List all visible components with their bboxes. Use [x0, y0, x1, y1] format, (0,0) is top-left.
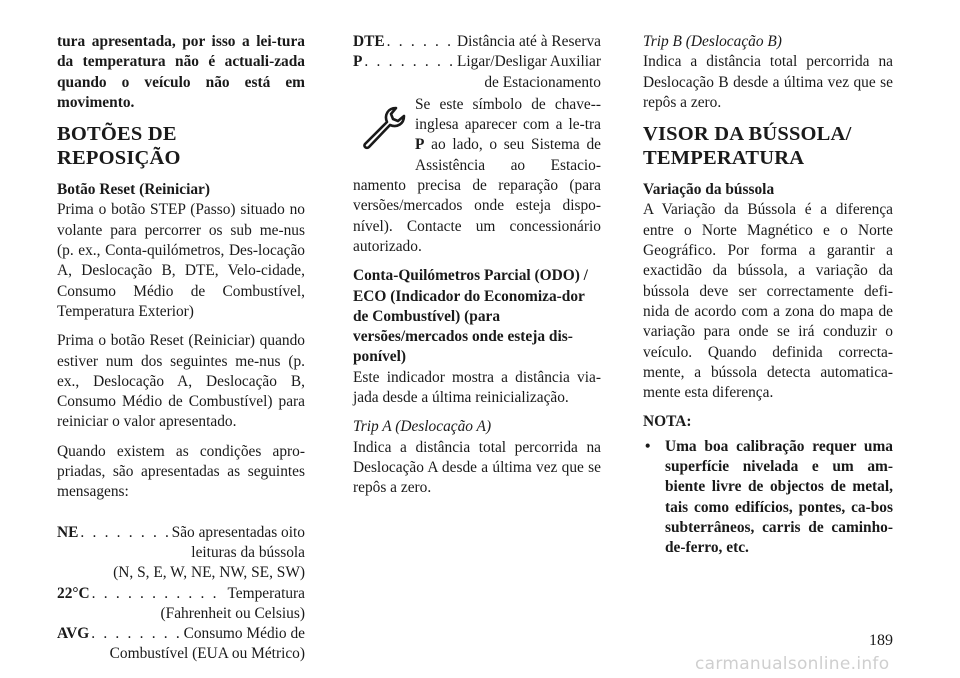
entry-continuation: leituras da bússola — [191, 543, 305, 561]
message-entry-temperature — [57, 584, 305, 625]
reset-paragraph-3: Quando existem as condições apro-priadas, são apresentadas as seguintes mensagens: — [57, 442, 305, 501]
leader-dots — [92, 584, 224, 604]
entry-continuation: de Estacionamento — [484, 73, 601, 91]
reset-button-title: Botão Reset (Reiniciar) — [57, 181, 211, 199]
entry-value: Temperatura — [227, 584, 305, 602]
compass-variation-title: Variação da bússola — [643, 181, 775, 199]
column-left — [57, 32, 305, 665]
entry-value: Distância até à Reserva — [456, 33, 601, 50]
leader-dots — [91, 624, 179, 644]
note-list — [643, 437, 893, 559]
message-entry-ne — [57, 523, 305, 584]
trip-a-text: Indica a distância total percorrida na Deslocação A desde a última vez que se repôs a zero. — [353, 438, 601, 497]
entry-key: AVG — [57, 625, 90, 643]
trip-b-text: Indica a distância total percorrida na Deslocação B desde a última vez que se repôs a zero. — [643, 53, 893, 111]
trip-b-title: Trip B (Deslocação B) — [643, 33, 782, 50]
odo-eco-text: Este indicador mostra a distância via-jada desde a última reinicialização. — [353, 368, 601, 407]
note-item: • Uma boa calibração requer uma superfície nivelada e um am-biente livre de objectos de metal, tais como edifícios, pontes, ca-bos subterrâneos, carris de caminho-de-ferro, etc. — [643, 437, 893, 559]
entry-key: 22°C — [57, 584, 90, 602]
intro-paragraph: tura apresentada, por isso a lei-tura da temperatura não é actuali-zada quando o veículo não está em movimento. — [57, 33, 305, 111]
leader-dots — [80, 523, 167, 543]
entry-continuation: (N, S, E, W, NE, NW, SE, SW) — [113, 564, 305, 582]
leader-dots — [364, 52, 453, 72]
odo-eco-title: Conta-Quilómetros Parcial (ODO) / ECO (Indicador do Economiza-dor de Combustível) (para versões/mercados onde esteja dis-ponível) — [353, 267, 588, 366]
reset-paragraph-2: Prima o botão Reset (Reiniciar) quando estiver num dos seguintes me-nus (p. ex., Deslocação A, Deslocação B, Consumo Médio de Combustível) para reiniciar o valor apresentado. — [57, 332, 305, 431]
entry-value: Consumo Médio de — [183, 625, 305, 643]
trip-a-title: Trip A (Deslocação A) — [353, 418, 492, 436]
message-entry-dte — [353, 32, 601, 52]
message-entry-p — [353, 52, 601, 93]
wrench-warning-block — [353, 95, 601, 266]
section-heading-compass: VISOR DA BÚSSOLA/ TEMPERATURA — [643, 123, 852, 170]
note-label: NOTA: — [643, 413, 692, 431]
page-number: 189 — [869, 632, 893, 649]
message-entry-avg — [57, 624, 305, 665]
wrench-text-letter-p: P — [415, 136, 425, 154]
entry-key: NE — [57, 523, 79, 541]
column-right — [643, 32, 893, 559]
section-heading-reset-buttons: BOTÕES DE REPOSIÇÃO — [57, 123, 181, 170]
watermark: carmanualsonline.info — [695, 654, 890, 674]
entry-value: São apresentadas oito — [171, 523, 305, 541]
entry-key: DTE — [353, 33, 385, 50]
entry-value: Ligar/Desligar Auxiliar — [456, 53, 601, 71]
reset-paragraph-1: Prima o botão STEP (Passo) situado no volante para percorrer os sub me-nus (p. ex., Conta-quilómetros, Des-locação A, Deslocação B, DTE, Velo-cidade, Consumo Médio de Combustível, Temperatura Exterior) — [57, 201, 305, 320]
entry-continuation: Combustível (EUA ou Métrico) — [109, 645, 305, 663]
compass-variation-text: A Variação da Bússola é a diferença entre o Norte Magnético e o Norte Geográfico. Por forma a garantir a exactidão da bússola, a variação da bússola deve ser correctamente defi-nida de acordo com a zona do mapa de variação para onde se irá conduzir o veículo. Quando definida correcta-mente, a bússola detecta automatica-mente esta diferença. — [643, 201, 893, 402]
wrench-text-part-b: ao lado, o seu Sistema de Assistência ao Estacio-namento precisa de reparação (para versões/mercados onde esteja dispo-nível). Contacte um concessionário autorizado. — [353, 136, 601, 255]
leader-dots — [387, 32, 453, 52]
entry-key: P — [353, 53, 363, 71]
column-middle — [353, 32, 601, 508]
wrench-text-part-a: Se este símbolo de chave--inglesa aparecer com a le-tra — [415, 95, 601, 134]
entry-continuation: (Fahrenheit ou Celsius) — [160, 604, 305, 622]
wrench-icon — [357, 99, 409, 157]
